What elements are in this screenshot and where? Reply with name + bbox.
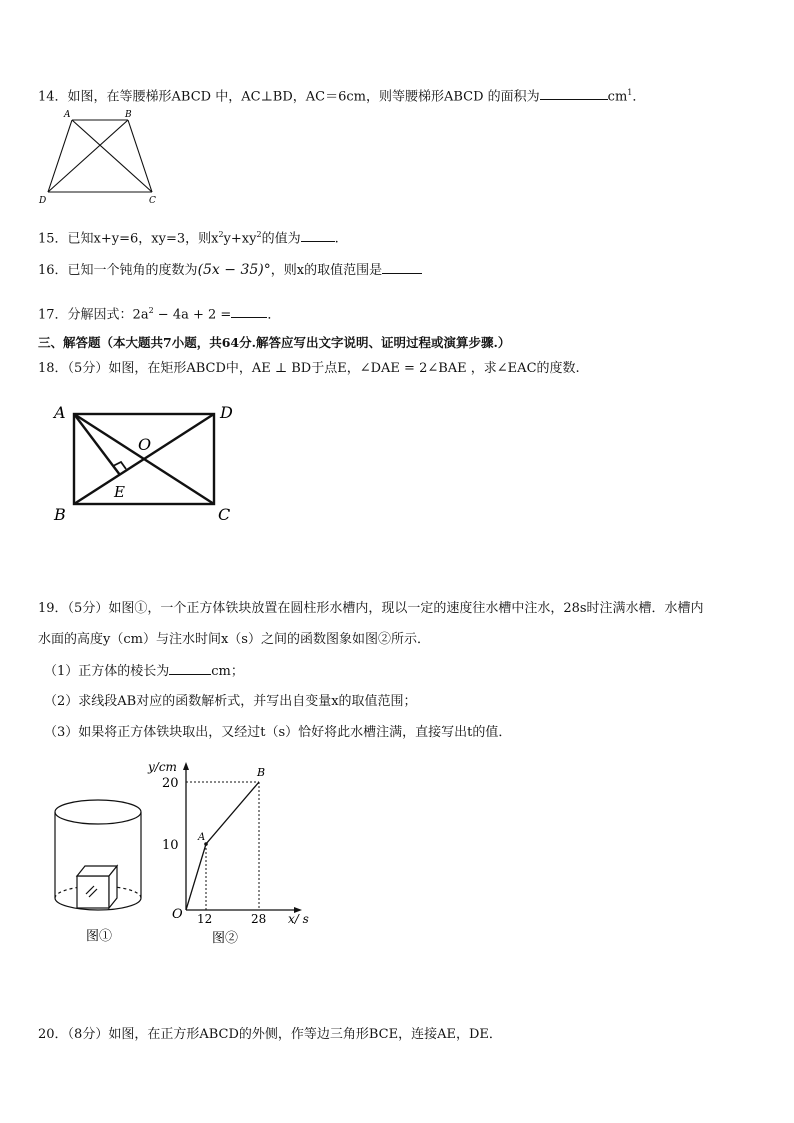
q14-label-d: D: [39, 196, 47, 206]
q16-pre: 已知一个钝角的度数为: [67, 263, 198, 278]
q18-score: （5分）: [67, 361, 109, 376]
q17-line: [38, 302, 280, 324]
q14-unit: cm: [607, 89, 628, 105]
q14-label-a: A: [64, 110, 71, 120]
q18-text: 如图，在矩形ABCD中，AE ⊥ BD于点E，∠DAE = 2∠BAE ，求∠EAC的度数.: [108, 361, 580, 376]
q19-number: 19．: [38, 601, 68, 616]
q14-label-c: C: [149, 196, 156, 206]
q19-y-axis-arrow: [183, 762, 189, 770]
q19-sub2-text: （2）求线段AB对应的函数解析式，并写出自变量x的取值范围；: [44, 694, 417, 709]
q19-sub1: [44, 662, 244, 681]
q19-figure1-tank: [44, 790, 154, 950]
q15-sup2: 2: [256, 230, 262, 239]
q16-answer-blank[interactable]: [382, 261, 422, 274]
q19-sub1-pre: （1）正方体的棱长为: [44, 664, 170, 679]
q15-line: [38, 226, 339, 248]
q19-point-a-label: A: [198, 832, 206, 843]
q19-text-line2: 水面的高度y（cm）与注水时间x（s）之间的函数图象如图②所示．: [38, 632, 430, 647]
q16-expression: (5x − 35)°: [197, 262, 271, 278]
section3-desc: （本大题共7小题，共64分.解答应写出文字说明、证明过程或演算步骤.）: [100, 335, 511, 350]
q19-graph-line: [186, 782, 259, 910]
q20-score: （8分）: [67, 1027, 109, 1042]
q18-label-d: D: [220, 403, 233, 422]
q14-answer-blank[interactable]: [540, 87, 608, 100]
q18-label-a: A: [54, 403, 66, 422]
q20-text: 如图，在正方形ABCD的外侧，作等边三角形BCE，连接AE，DE．: [108, 1027, 502, 1042]
q16-post: ，则x的取值范围是: [270, 263, 383, 278]
q14-label-b: B: [125, 110, 132, 120]
q15-mid: y+xy: [223, 231, 257, 247]
q19-fig2-caption: 图②: [212, 931, 239, 946]
q15-end: .: [334, 231, 339, 247]
q14-number: 14．: [38, 89, 68, 105]
q19-point-b-label: B: [257, 766, 266, 779]
q17-sup: 2: [148, 306, 154, 315]
q20-number: 20．: [38, 1027, 68, 1042]
q16-line: [38, 261, 422, 280]
q19-sub3-text: （3）如果将正方体铁块取出，又经过t（s）恰好将此水槽注满，直接写出t的值．: [44, 725, 512, 740]
q18-label-o: O: [138, 435, 152, 454]
q17-post: − 4a + 2 =: [153, 307, 232, 323]
q19-line2: [38, 631, 430, 649]
q19-line1: [38, 600, 704, 618]
q20-line: [38, 1026, 502, 1044]
q14-unit-sup: 1: [627, 88, 633, 97]
q17-answer-blank[interactable]: [231, 305, 267, 318]
q19-x-tick-12: 12: [197, 912, 213, 926]
q19-y-axis-label: y/cm: [148, 760, 177, 774]
q19-sub1-post: cm；: [211, 664, 244, 679]
q15-sup1: 2: [218, 230, 224, 239]
q18-label-b: B: [54, 505, 66, 524]
q18-label-e: E: [114, 483, 125, 501]
q19-sub2: [44, 693, 417, 711]
q19-sub3: [44, 724, 511, 742]
q15-answer-blank[interactable]: [301, 229, 335, 242]
q19-score: （5分）: [67, 601, 109, 616]
q17-end: ．: [267, 307, 281, 323]
q18-label-c: C: [218, 505, 231, 524]
q16-number: 16．: [38, 263, 68, 278]
q17-pre: 分解因式：2a: [67, 307, 149, 323]
q19-text-line1: 如图①，一个正方体铁块放置在圆柱形水槽内，现以一定的速度往水槽中注水，28s时注满水槽．水槽内: [108, 601, 704, 616]
q19-fig1-caption: 图①: [86, 929, 113, 944]
q18-rectangle-figure: [50, 400, 240, 528]
q14-trapezoid-figure: [36, 108, 164, 208]
q19-y-tick-10: 10: [162, 838, 179, 853]
section3-title: 三、解答题: [38, 335, 101, 350]
q19-sub1-blank[interactable]: [169, 662, 211, 675]
q14-text: 如图，在等腰梯形ABCD 中，AC⊥BD，AC＝6cm，则等腰梯形ABCD 的面积为: [67, 89, 540, 105]
q15-pre: 已知x+y=6，xy=3，则x: [67, 231, 219, 247]
q18-line: [38, 360, 580, 378]
q14-line: [38, 84, 645, 106]
q15-number: 15．: [38, 231, 68, 247]
section3-heading: [38, 334, 510, 352]
q19-x-tick-28: 28: [251, 912, 267, 926]
q17-number: 17．: [38, 307, 68, 323]
q19-origin-label: O: [172, 907, 183, 922]
q18-number: 18．: [38, 361, 68, 376]
q19-y-tick-20: 20: [162, 776, 179, 791]
q14-end: ．: [632, 89, 646, 105]
q19-x-axis-label: x/ s: [288, 912, 309, 926]
q15-post: 的值为: [261, 231, 301, 247]
q19-figure2-graph: [140, 758, 320, 950]
